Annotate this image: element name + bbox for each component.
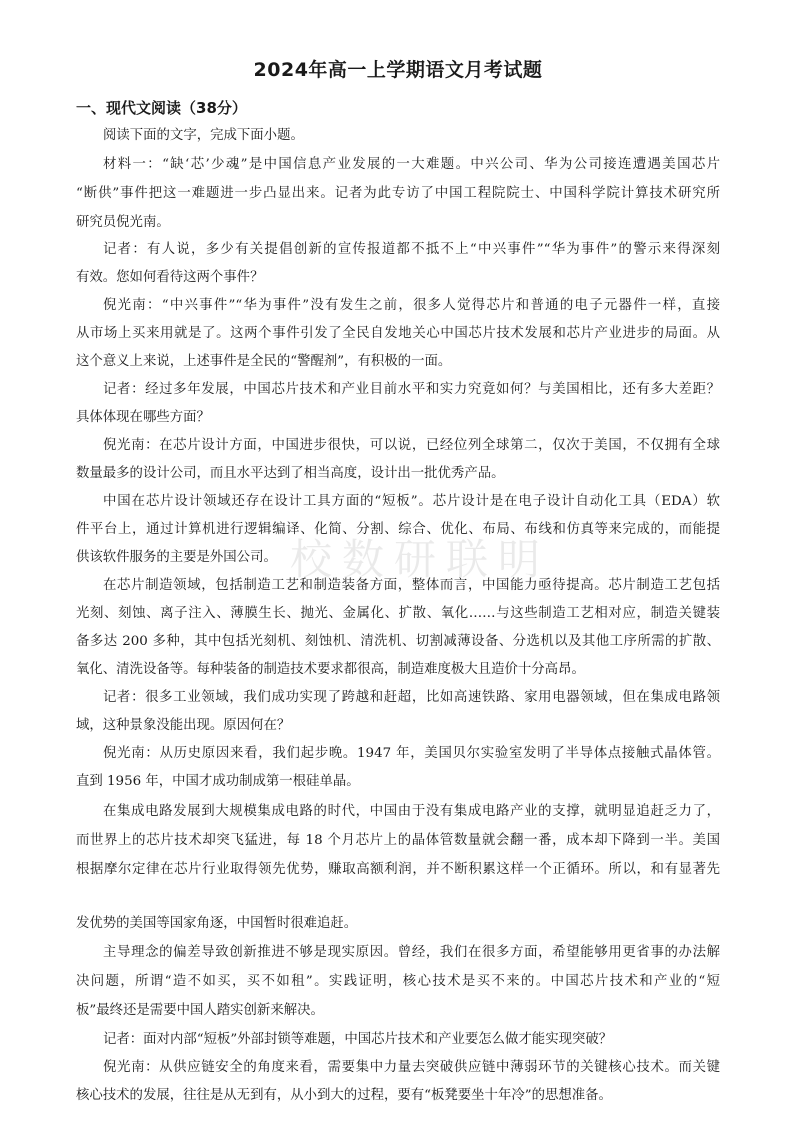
paragraph-line: 决问题，所谓“造不如买，买不如租”。实践证明，核心技术是买不来的。中国芯片技术和产业的“短	[76, 974, 720, 989]
paragraph-line: 根据摩尔定律在芯片行业取得领先优势，赚取高额利润，并不断积累这样一个正循环。所以，和有显著先	[76, 862, 720, 877]
paragraph-line: 倪光南：“中兴事件”“华为事件”没有发生之前，很多人觉得芯片和普通的电子元器件一样，直接	[103, 298, 720, 313]
paragraph-line: 域，这种景象没能出现。原因何在？	[76, 718, 291, 733]
watermark: 校数研联明	[290, 535, 551, 584]
paragraph-line: 记者：很多工业领域，我们成功实现了跨越和赶超，比如高速铁路、家用电器领域，但在集成电路领	[103, 690, 720, 705]
paragraph-line: 这个意义上来说，上述事件是全民的“警醒剂”，有积极的一面。	[76, 354, 452, 369]
paragraph-line: 核心技术的发展，往往是从无到有，从小到大的过程，要有“板凳要坐十年冷”的思想准备。	[76, 1088, 612, 1103]
paragraph-line: 氧化、清洗设备等。每种装备的制造技术要求都很高，制造难度极大且造价十分高昂。	[76, 662, 585, 677]
paragraph-line: 备多达 200 多种，其中包括光刻机、刻蚀机、清洗机、切割减薄设备、分选机以及其他工序所需的扩散、	[76, 634, 720, 649]
paragraph-line: “断供”事件把这一难题进一步凸显出来。记者为此专访了中国工程院院士、中国科学院计算技术研究所	[76, 186, 720, 201]
paragraph-line: 发优势的美国等国家角逐，中国暂时很难追赶。	[76, 916, 358, 931]
paragraph-line: 记者：面对内部“短板”外部封锁等难题，中国芯片技术和产业要怎么做才能实现突破？	[103, 1032, 613, 1047]
paragraph-line: 板”最终还是需要中国人踏实创新来解决。	[76, 1003, 324, 1018]
paragraph-line: 中国在芯片设计领域还存在设计工具方面的“短板”。芯片设计是在电子设计自动化工具（EDA）软	[103, 494, 720, 509]
paragraph-line: 记者：有人说，多少有关提倡创新的宣传报道都不抵不上“中兴事件”“华为事件”的警示来得深刻	[103, 242, 720, 257]
paragraph-line: 而世界上的芯片技术却突飞猛进，每 18 个月芯片上的晶体管数量就会翻一番，成本却下降到一半。美国	[76, 833, 720, 848]
paragraph-line: 数量最多的设计公司，而且水平达到了相当高度，设计出一批优秀产品。	[76, 466, 505, 481]
paragraph-line: 有效。您如何看待这两个事件？	[76, 270, 264, 285]
paragraph-line: 研究员倪光南。	[76, 215, 170, 230]
paragraph-line: 光刻、刻蚀、离子注入、薄膜生长、抛光、金属化、扩散、氧化……与这些制造工艺相对应，制造关键装	[76, 606, 720, 621]
paragraph-line: 供该软件服务的主要是外国公司。	[76, 550, 277, 565]
paragraph-line: 从市场上买来用就是了。这两个事件引发了全民自发地关心中国芯片技术发展和芯片产业进步的局面。从	[76, 326, 720, 341]
paragraph-line: 主导理念的偏差导致创新推进不够是现实原因。曾经，我们在很多方面，希望能够用更省事的办法解	[103, 945, 720, 960]
paragraph-line: 直到 1956 年，中国才成功制成第一根硅单晶。	[76, 774, 360, 789]
section-heading: 一、现代文阅读（38分）	[76, 99, 247, 117]
paragraph-line: 在集成电路发展到大规模集成电路的时代，中国由于没有集成电路产业的支撑，就明显追赶乏力了，	[103, 804, 720, 819]
paragraph-line: 记者：经过多年发展，中国芯片技术和产业目前水平和实力究竟如何？与美国相比，还有多大差距？	[103, 382, 720, 397]
paragraph-line: 倪光南：从供应链安全的角度来看，需要集中力量去突破供应链中薄弱环节的关键核心技术。而关键	[103, 1060, 720, 1075]
paragraph-line: 在芯片制造领域，包括制造工艺和制造装备方面，整体而言，中国能力亟待提高。芯片制造工艺包括	[103, 578, 720, 593]
page-title: 2024年高一上学期语文月考试题	[253, 59, 543, 81]
paragraph-line: 具体体现在哪些方面？	[76, 410, 210, 425]
paragraph-line: 倪光南：在芯片设计方面，中国进步很快，可以说，已经位列全球第二，仅次于美国，不仅拥有全球	[103, 438, 720, 453]
paragraph-line: 材料一：“缺‘芯’少魂”是中国信息产业发展的一大难题。中兴公司、华为公司接连遭遇美国芯片	[103, 157, 720, 172]
paragraph-line: 件平台上，通过计算机进行逻辑编译、化简、分割、综合、优化、布局、布线和仿真等来完成的，而能提	[76, 522, 720, 537]
paragraph-line: 阅读下面的文字，完成下面小题。	[103, 128, 304, 143]
paragraph-line: 倪光南：从历史原因来看，我们起步晚。1947 年，美国贝尔实验室发明了半导体点接触式晶体管。	[103, 746, 720, 761]
